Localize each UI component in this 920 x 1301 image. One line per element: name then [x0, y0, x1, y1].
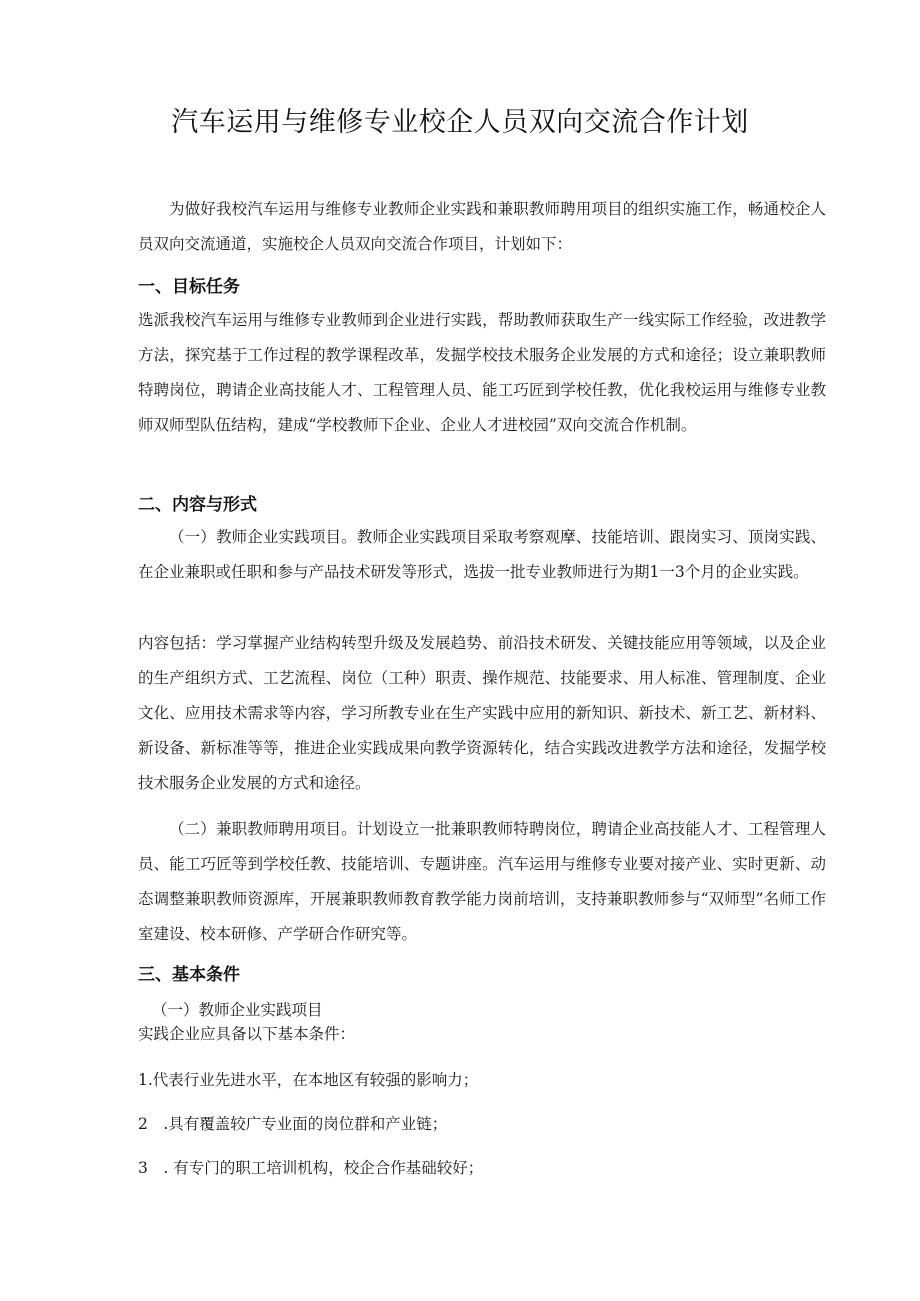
- document-title: 汽车运用与维修专业校企人员双向交流合作计划: [171, 107, 749, 138]
- list-item: 1.代表行业先进水平，在本地区有较强的影响力；: [138, 1071, 479, 1089]
- section-3-subheading: （一）教师企业实践项目: [152, 1001, 323, 1019]
- section-3-heading: 三、基本条件: [138, 965, 240, 985]
- section-1-body: 选派我校汽车运用与维修专业教师到企业进行实践，帮助教师获取生产一线实际工作经验，改进教学方法，探究基于工作过程的教学课程改革，发掘学校技术服务企业发展的方式和途径；设立兼职教师特聘岗位，聘请企业高技能人才、工程管理人员、能工巧匠到学校任教，优化我校运用与维修专业教师双师型队伍结构，建成“学校教师下企业、企业人才进校园”双向交流合作机制。: [138, 311, 826, 434]
- list-item: 3 . 有专门的职工培训机构，校企合作基础较好；: [138, 1159, 484, 1177]
- intro-paragraph: 为做好我校汽车运用与维修专业教师企业实践和兼职教师聘用项目的组织实施工作，畅通校企人员双向交流通道，实施校企人员双向交流合作项目，计划如下：: [138, 200, 826, 253]
- section-2-paragraph-2: 内容包括：学习掌握产业结构转型升级及发展趋势、前沿技术研发、关键技能应用等领域，以及企业的生产组织方式、工艺流程、岗位（工种）职责、操作规范、技能要求、用人标准、管理制度、企业文化、应用技术需求等内容，学习所教专业在生产实践中应用的新知识、新技术、新工艺、新材料、新设备、新标准等等，推进企业实践成果向教学资源转化，结合实践改进教学方法和途径，发掘学校技术服务企业发展的方式和途径。: [138, 634, 826, 792]
- section-2-paragraph-1: （一）教师企业实践项目。教师企业实践项目采取考察观摩、技能培训、跟岗实习、顶岗实践、在企业兼职或任职和参与产品技术研发等形式，选拔一批专业教师进行为期1一3个月的企业实践。: [138, 528, 826, 581]
- section-3-lead: 实践企业应具备以下基本条件：: [138, 1025, 356, 1043]
- list-item: 2 .具有覆盖较广专业面的岗位群和产业链；: [138, 1115, 448, 1133]
- section-2-heading: 二、内容与形式: [138, 495, 257, 515]
- section-1-heading: 一、目标任务: [138, 277, 240, 297]
- section-2-paragraph-3: （二）兼职教师聘用项目。计划设立一批兼职教师特聘岗位，聘请企业高技能人才、工程管理人员、能工巧匠等到学校任教、技能培训、专题讲座。汽车运用与维修专业要对接产业、实时更新、动态调整兼职教师资源库，开展兼职教师教育教学能力岗前培训，支持兼职教师参与“双师型”名师工作室建设、校本研修、产学研合作研究等。: [138, 820, 826, 943]
